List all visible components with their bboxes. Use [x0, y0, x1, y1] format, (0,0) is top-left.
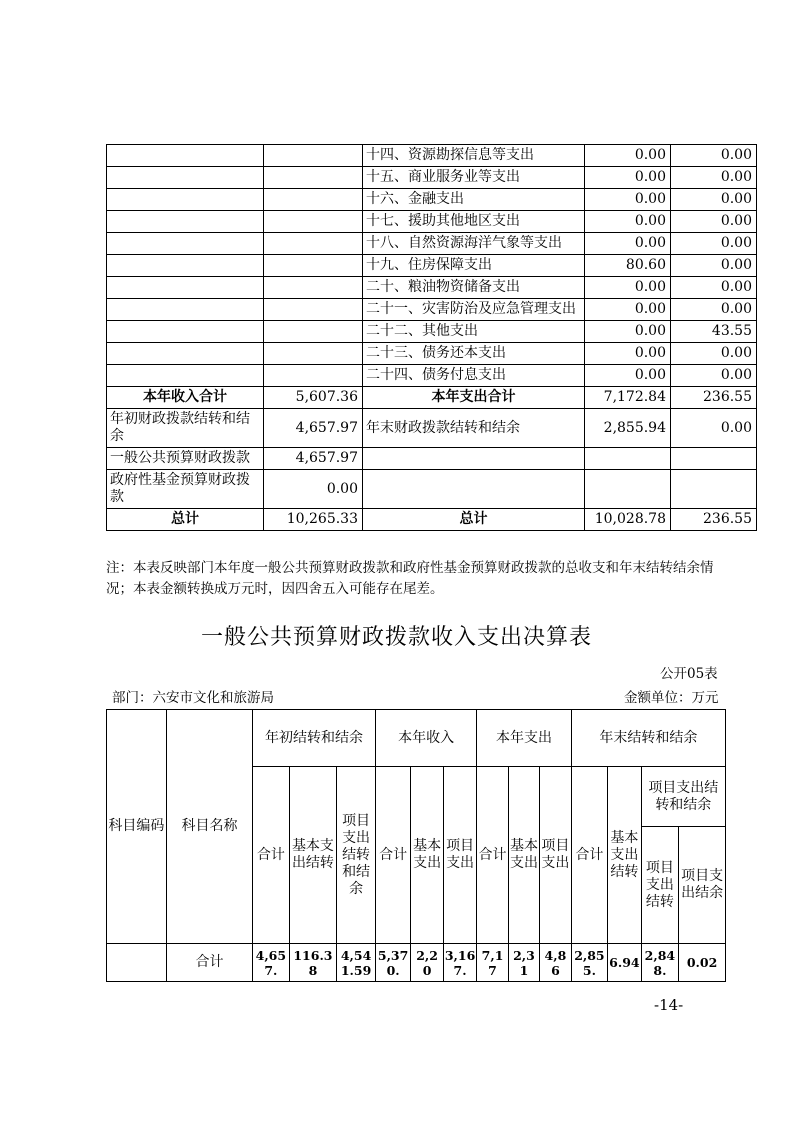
summary-table [106, 144, 757, 531]
page-number: -14- [654, 996, 684, 1014]
table-row [107, 299, 757, 321]
table-cell: 116.38 [289, 944, 337, 982]
header-end-project-surplus: 项目支出结余 [679, 827, 726, 944]
table-cell: 0.00 [585, 343, 671, 365]
table-cell: 十七、援助其他地区支出 [363, 211, 585, 233]
grand-total-value-right2: 236.55 [671, 509, 757, 531]
table-row [107, 211, 757, 233]
table-cell: 43.55 [671, 321, 757, 343]
table-row [107, 277, 757, 299]
table-cell: 4,86 [540, 944, 571, 982]
table-cell: 0.00 [671, 277, 757, 299]
table-cell: 十五、商业服务业等支出 [363, 167, 585, 189]
table-row [107, 944, 726, 982]
table-row [107, 365, 757, 387]
section-title: 一般公共预算财政拨款收入支出决算表 [200, 625, 592, 650]
table-cell: 0.00 [671, 189, 757, 211]
table-row [107, 343, 757, 365]
header-end-project-group: 项目支出结转和结余 [641, 767, 725, 827]
header-income-total: 合计 [375, 767, 411, 944]
income-total-row [107, 387, 757, 409]
table-cell: 0.00 [585, 189, 671, 211]
table-cell: 0.00 [671, 233, 757, 255]
income-total-label: 本年收入合计 [107, 387, 264, 409]
table-cell: 6.94 [608, 944, 641, 982]
begin-label: 年初财政拨款结转和结余 [107, 409, 264, 448]
header-expense-basic: 基本支出 [508, 767, 539, 944]
table-cell: 0.00 [671, 343, 757, 365]
table-cell: 0.00 [671, 255, 757, 277]
table-cell: 二十、粮油物资储备支出 [363, 277, 585, 299]
grand-total-row [107, 509, 757, 531]
form-code: 公开05表 [660, 666, 718, 682]
grand-total-label-right: 总计 [363, 509, 585, 531]
table-cell: 0.02 [679, 944, 726, 982]
general-label: 一般公共预算财政拨款 [107, 448, 264, 470]
header-income-project: 项目支出 [443, 767, 477, 944]
table-cell: 0.00 [585, 321, 671, 343]
table-cell: 二十二、其他支出 [363, 321, 585, 343]
table-cell: 5,370. [375, 944, 411, 982]
grand-total-value-left: 10,265.33 [264, 509, 363, 531]
table-cell: 3,167. [443, 944, 477, 982]
table-cell: 0.00 [671, 211, 757, 233]
table-cell: 2,31 [508, 944, 539, 982]
table-cell: 0.00 [585, 211, 671, 233]
table-cell: 二十四、债务付息支出 [363, 365, 585, 387]
table-cell: 0.00 [585, 145, 671, 167]
header-expense-project: 项目支出 [540, 767, 571, 944]
fund-value: 0.00 [264, 470, 363, 509]
fund-label: 政府性基金预算财政拨款 [107, 470, 264, 509]
header-end: 年末结转和结余 [571, 710, 725, 767]
begin-value: 4,657.97 [264, 409, 363, 448]
header-end-total: 合计 [571, 767, 608, 944]
table-cell: 十九、住房保障支出 [363, 255, 585, 277]
header-income-basic: 基本支出 [411, 767, 443, 944]
general-value: 4,657.97 [264, 448, 363, 470]
table-cell: 2,848. [641, 944, 679, 982]
table-note: 注：本表反映部门本年度一般公共预算财政拨款和政府性基金预算财政拨款的总收支和年末结转结余情况；本表金额转换成万元时，因四舍五入可能存在尾差。 [106, 560, 714, 597]
header-end-basic: 基本支出结转 [608, 767, 641, 944]
table-cell: 二十三、债务还本支出 [363, 343, 585, 365]
budget-table [106, 709, 726, 982]
table-cell: 80.60 [585, 255, 671, 277]
header-code: 科目编码 [107, 710, 167, 944]
table-cell: 二十一、灾害防治及应急管理支出 [363, 299, 585, 321]
end-value2: 0.00 [671, 409, 757, 448]
table-cell: 十六、金融支出 [363, 189, 585, 211]
end-label: 年末财政拨款结转和结余 [363, 409, 585, 448]
header-income: 本年收入 [375, 710, 476, 767]
total-row-label: 合计 [166, 944, 252, 982]
table-cell: 0.00 [585, 167, 671, 189]
table-cell: 十四、资源勘探信息等支出 [363, 145, 585, 167]
table-row [107, 233, 757, 255]
table-cell: 0.00 [671, 167, 757, 189]
expense-total-value: 7,172.84 [585, 387, 671, 409]
table-cell: 0.00 [585, 299, 671, 321]
header-begin-basic: 基本支出结转 [289, 767, 337, 944]
grand-total-value-right: 10,028.78 [585, 509, 671, 531]
table-cell: 0.00 [671, 299, 757, 321]
table-row [107, 189, 757, 211]
grand-total-label-left: 总计 [107, 509, 264, 531]
table-row [107, 167, 757, 189]
department-label: 部门：六安市文化和旅游局 [112, 690, 274, 706]
table-cell: 十八、自然资源海洋气象等支出 [363, 233, 585, 255]
expense-total-value2: 236.55 [671, 387, 757, 409]
income-total-value: 5,607.36 [264, 387, 363, 409]
table-row [107, 145, 757, 167]
fund-budget-row [107, 470, 757, 509]
header-expense: 本年支出 [477, 710, 571, 767]
table-cell: 4,657. [253, 944, 290, 982]
header-end-project-carry: 项目支出结转 [641, 827, 679, 944]
table-cell: 2,855. [571, 944, 608, 982]
expense-total-label: 本年支出合计 [363, 387, 585, 409]
unit-label: 金额单位：万元 [624, 690, 719, 706]
general-budget-row [107, 448, 757, 470]
table-cell: 4,541.59 [337, 944, 376, 982]
table-cell: 0.00 [585, 277, 671, 299]
table-cell: 0.00 [585, 365, 671, 387]
header-begin-project: 项目支出结转和结余 [337, 767, 376, 944]
header-begin-total: 合计 [253, 767, 290, 944]
table-row [107, 255, 757, 277]
table-cell: 7,17 [477, 944, 508, 982]
header-begin: 年初结转和结余 [253, 710, 376, 767]
table-cell: 0.00 [671, 365, 757, 387]
table-row [107, 321, 757, 343]
header-name: 科目名称 [166, 710, 252, 944]
end-value: 2,855.94 [585, 409, 671, 448]
table-cell: 2,20 [411, 944, 443, 982]
table-cell: 0.00 [671, 145, 757, 167]
table-cell: 0.00 [585, 233, 671, 255]
begin-end-row [107, 409, 757, 448]
header-expense-total: 合计 [477, 767, 508, 944]
